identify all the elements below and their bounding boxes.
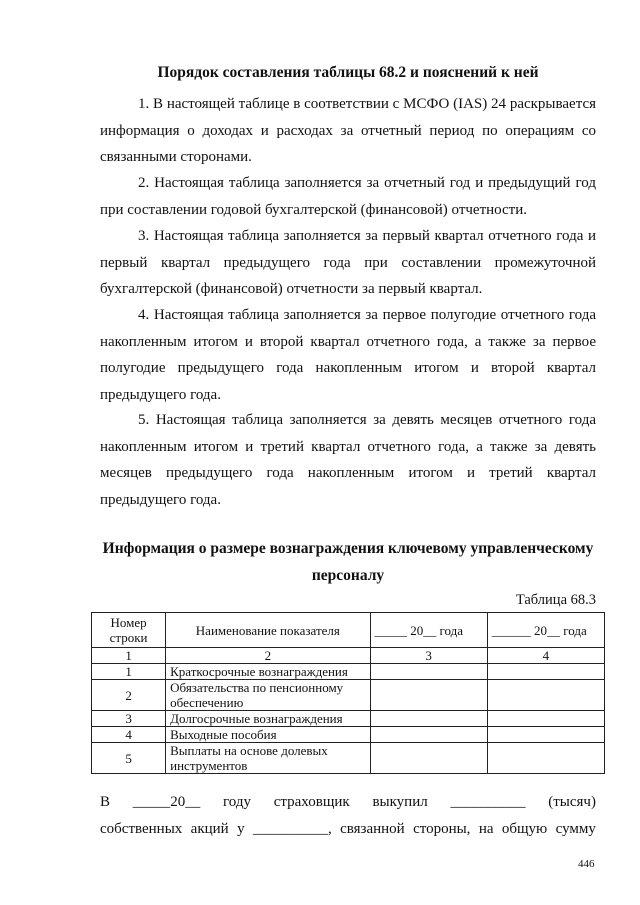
row-indicator-name: Выплаты на основе долевых инструментов xyxy=(166,743,370,774)
paragraph-2: 2. Настоящая таблица заполняется за отчетный год и предыдущий год при составлении годовой бухгалтерской (финансовой) отчетности. xyxy=(100,175,596,218)
section-heading-68-2: Порядок составления таблицы 68.2 и пояснений к ней xyxy=(157,64,539,81)
row-value-period-1 xyxy=(370,680,487,711)
section-heading-68-3-line1: Информация о размере вознаграждения ключевому управленческому xyxy=(102,540,594,557)
closing-word: страховщик xyxy=(273,794,350,810)
column-number: 3 xyxy=(370,648,487,664)
column-number: 2 xyxy=(166,648,370,664)
closing-word: году xyxy=(223,794,251,810)
header-period-1: _____ 20__ года xyxy=(370,613,487,648)
closing-word: общую xyxy=(501,821,548,837)
table-row xyxy=(92,664,605,680)
closing-word: В xyxy=(100,794,111,810)
section-heading-68-3-line2: персоналу xyxy=(311,567,385,584)
row-indicator-name: Долгосрочные вознаграждения xyxy=(166,711,370,727)
closing-word: связанной xyxy=(340,821,405,837)
closing-word: у xyxy=(237,821,245,837)
row-indicator-name: Обязательства по пенсионному обеспечению xyxy=(166,680,370,711)
table-numbering-row xyxy=(92,648,605,664)
remuneration-table xyxy=(91,612,605,774)
closing-line-2 xyxy=(100,821,596,838)
row-number: 2 xyxy=(92,680,166,711)
header-row-number: Номер строки xyxy=(92,613,166,648)
row-value-period-2 xyxy=(487,743,604,774)
closing-word: __________, xyxy=(252,821,332,837)
closing-word: _____20__ xyxy=(132,794,201,810)
table-row xyxy=(92,680,605,711)
paragraph-4: 4. Настоящая таблица заполняется за первое полугодие отчетного года накопленным итогом и второй квартал отчетного года, а также за первое полугодие предыдущего года накопленным итогом и второй квартал предыдущего года. xyxy=(100,307,596,403)
paragraph-5: 5. Настоящая таблица заполняется за девять месяцев отчетного года накопленным итогом и третий квартал отчетного года, а также за девять месяцев предыдущего года накопленным итогом и третий квартал предыдущего года. xyxy=(100,412,596,508)
closing-word: выкупил xyxy=(372,794,428,810)
column-number: 4 xyxy=(487,648,604,664)
table-header-row xyxy=(92,613,605,648)
row-number: 3 xyxy=(92,711,166,727)
row-number: 5 xyxy=(92,743,166,774)
closing-word: (тысяч) xyxy=(548,794,596,810)
closing-word: собственных xyxy=(100,821,183,837)
page-number: 446 xyxy=(578,858,595,870)
row-value-period-1 xyxy=(370,727,487,743)
table-row xyxy=(92,743,605,774)
table-row xyxy=(92,711,605,727)
row-indicator-name: Краткосрочные вознаграждения xyxy=(166,664,370,680)
closing-word: акций xyxy=(190,821,229,837)
closing-word: стороны, xyxy=(413,821,471,837)
paragraph-1: 1. В настоящей таблице в соответствии с МСФО (IAS) 24 раскрывается информация о доходах и расходах за отчетный период по операциям со связанными сторонами. xyxy=(100,96,596,165)
closing-line-1 xyxy=(100,794,596,811)
column-number: 1 xyxy=(92,648,166,664)
row-value-period-2 xyxy=(487,680,604,711)
row-value-period-2 xyxy=(487,711,604,727)
table-row xyxy=(92,727,605,743)
row-value-period-1 xyxy=(370,743,487,774)
row-value-period-2 xyxy=(487,727,604,743)
closing-word: сумму xyxy=(555,821,596,837)
header-period-2: ______ 20__ года xyxy=(487,613,604,648)
row-number: 1 xyxy=(92,664,166,680)
closing-word: на xyxy=(478,821,494,837)
row-value-period-2 xyxy=(487,664,604,680)
closing-word: __________ xyxy=(450,794,526,810)
row-value-period-1 xyxy=(370,664,487,680)
row-indicator-name: Выходные пособия xyxy=(166,727,370,743)
paragraph-3: 3. Настоящая таблица заполняется за первый квартал отчетного года и первый квартал предыдущего года при составлении промежуточной бухгалтерской (финансовой) отчетности за первый квартал. xyxy=(100,228,596,297)
row-value-period-1 xyxy=(370,711,487,727)
row-number: 4 xyxy=(92,727,166,743)
header-indicator-name: Наименование показателя xyxy=(166,613,370,648)
table-caption: Таблица 68.3 xyxy=(515,592,596,608)
